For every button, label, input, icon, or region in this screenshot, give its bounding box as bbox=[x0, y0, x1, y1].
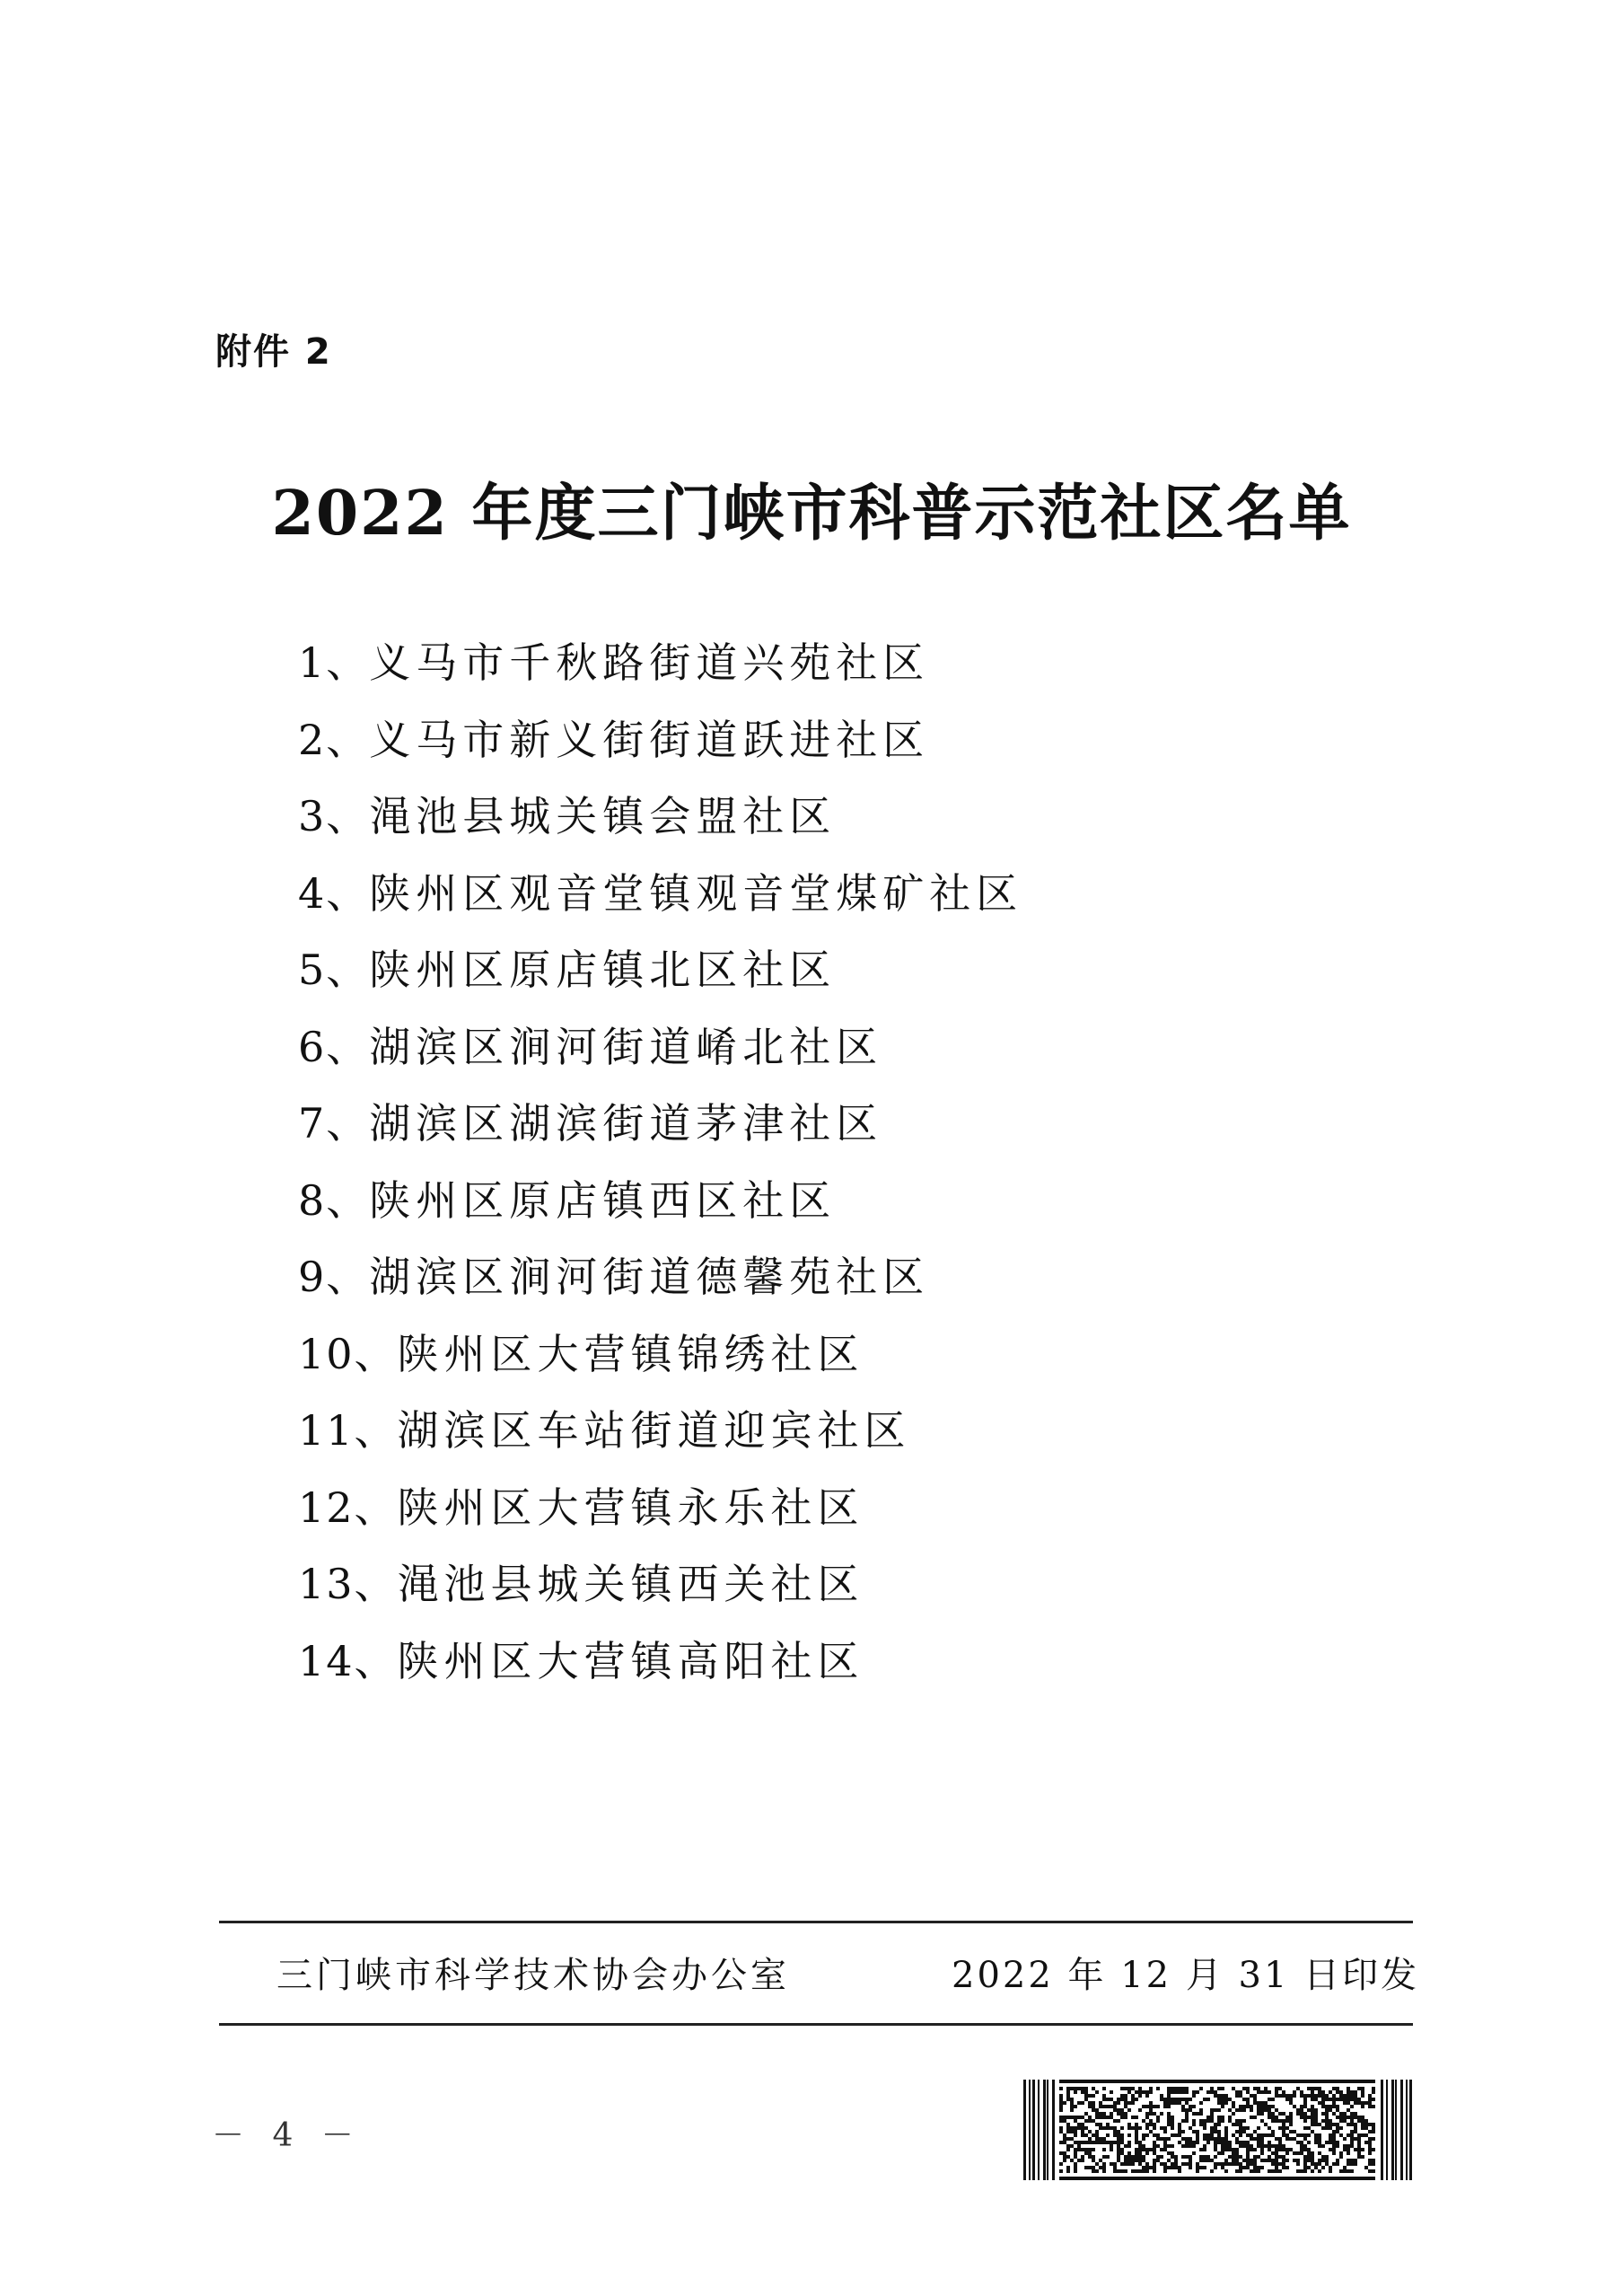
list-item bbox=[298, 1623, 1022, 1701]
list-item bbox=[298, 625, 1022, 702]
item-number: 1、 bbox=[298, 638, 370, 687]
footer-top-rule bbox=[219, 1921, 1413, 1923]
list-item bbox=[298, 1239, 1022, 1316]
page-number: － 4 － bbox=[212, 2117, 363, 2154]
footer-bottom-rule bbox=[219, 2023, 1413, 2026]
item-name: 陕州区原店镇北区社区 bbox=[369, 946, 837, 994]
list-item bbox=[298, 932, 1022, 1009]
item-number: 6、 bbox=[298, 1022, 370, 1071]
item-number: 4、 bbox=[298, 868, 370, 918]
item-number: 14、 bbox=[298, 1636, 398, 1685]
item-name: 义马市新义街街道跃进社区 bbox=[369, 715, 930, 764]
list-item bbox=[298, 1009, 1022, 1086]
list-item bbox=[298, 1163, 1022, 1240]
list-item bbox=[298, 1316, 1022, 1394]
item-name: 陕州区大营镇高阳社区 bbox=[397, 1636, 864, 1685]
list-item bbox=[298, 1086, 1022, 1163]
item-name: 义马市千秋路街道兴苑社区 bbox=[369, 638, 930, 687]
list-item bbox=[298, 1393, 1022, 1470]
list-item bbox=[298, 856, 1022, 933]
barcode-icon bbox=[1023, 2080, 1413, 2180]
community-list bbox=[298, 625, 1022, 1700]
item-number: 7、 bbox=[298, 1099, 370, 1148]
list-item bbox=[298, 702, 1022, 779]
list-item bbox=[298, 1546, 1022, 1623]
item-number: 2、 bbox=[298, 715, 370, 764]
item-number: 11、 bbox=[298, 1406, 398, 1455]
item-number: 5、 bbox=[298, 946, 370, 994]
item-name: 湖滨区涧河街道德馨苑社区 bbox=[369, 1253, 930, 1301]
list-item bbox=[298, 1470, 1022, 1547]
list-item bbox=[298, 779, 1022, 856]
item-name: 陕州区观音堂镇观音堂煤矿社区 bbox=[369, 868, 1023, 918]
issuing-office: 三门峡市科学技术协会办公室 bbox=[276, 1955, 790, 1996]
item-number: 9、 bbox=[298, 1253, 370, 1301]
item-number: 13、 bbox=[298, 1560, 398, 1608]
item-name: 渑池县城关镇西关社区 bbox=[397, 1560, 864, 1608]
item-number: 8、 bbox=[298, 1175, 370, 1225]
item-number: 12、 bbox=[298, 1482, 398, 1532]
item-name: 陕州区大营镇锦绣社区 bbox=[397, 1329, 864, 1378]
item-number: 3、 bbox=[298, 792, 370, 840]
item-number: 10、 bbox=[298, 1329, 398, 1378]
attachment-label: 附件 2 bbox=[215, 331, 332, 373]
item-name: 渑池县城关镇会盟社区 bbox=[369, 792, 837, 840]
document-title: 2022 年度三门峡市科普示范社区名单 bbox=[271, 478, 1352, 550]
item-name: 陕州区原店镇西区社区 bbox=[369, 1175, 837, 1225]
item-name: 湖滨区涧河街道崤北社区 bbox=[369, 1022, 883, 1071]
item-name: 陕州区大营镇永乐社区 bbox=[397, 1482, 864, 1532]
item-name: 湖滨区车站街道迎宾社区 bbox=[397, 1406, 911, 1455]
issue-date: 2022 年 12 月 31 日印发 bbox=[952, 1955, 1420, 1996]
item-name: 湖滨区湖滨街道茅津社区 bbox=[369, 1099, 883, 1148]
